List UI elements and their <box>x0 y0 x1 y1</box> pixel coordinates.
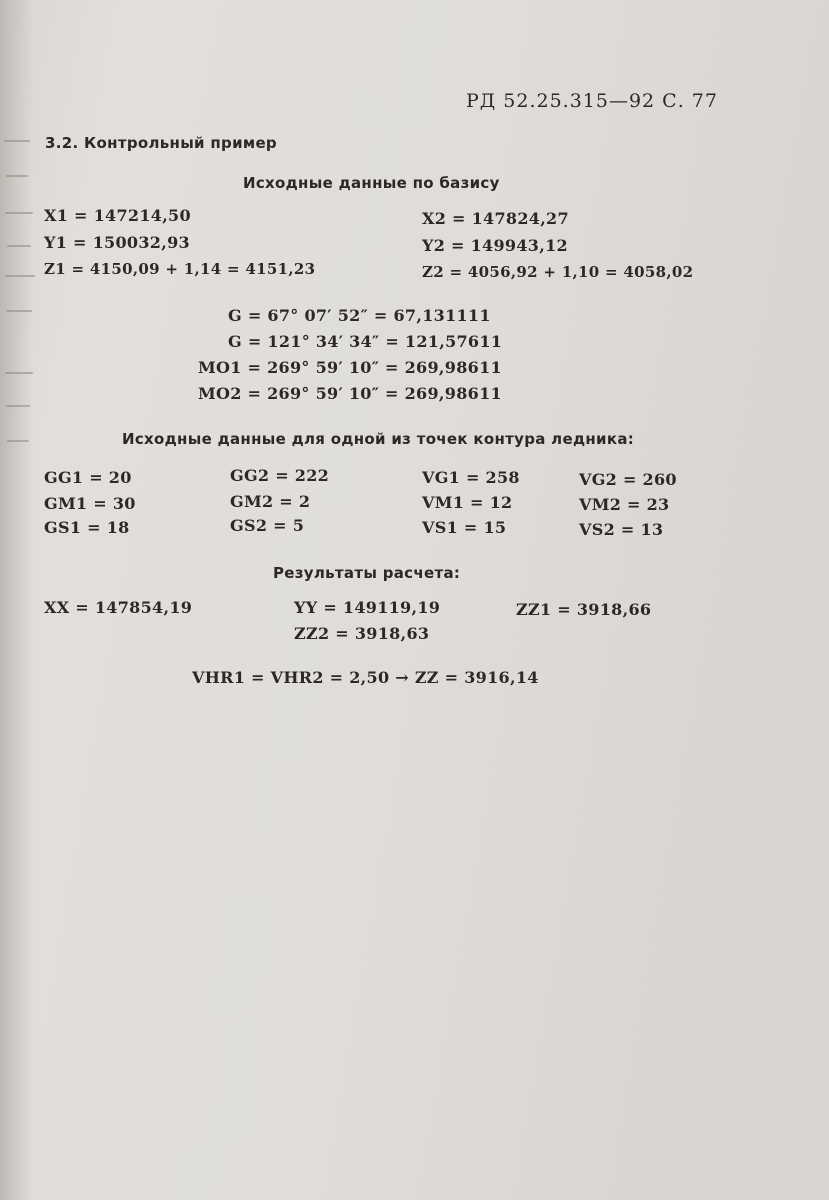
basis-x2: X2 = 147824,27 <box>422 209 569 228</box>
glacier-vm2: VM2 = 23 <box>579 495 670 514</box>
result-zz2: ZZ2 = 3918,63 <box>294 624 430 643</box>
glacier-vg2: VG2 = 260 <box>579 470 677 489</box>
binding-mark <box>5 372 33 374</box>
glacier-vm1: VM1 = 12 <box>422 493 513 512</box>
basis-z2: Z2 = 4056,92 + 1,10 = 4058,02 <box>422 263 694 281</box>
basis-z1: Z1 = 4150,09 + 1,14 = 4151,23 <box>44 260 316 278</box>
result-xx: XX = 147854,19 <box>44 598 193 617</box>
angle-mo2: MO2 = 269° 59′ 10″ = 269,98611 <box>198 384 502 403</box>
angle-g2: G = 121° 34′ 34″ = 121,57611 <box>228 332 503 351</box>
result-final: VHR1 = VHR2 = 2,50 → ZZ = 3916,14 <box>192 668 539 687</box>
binding-mark <box>7 440 29 442</box>
document-code: РД 52.25.315—92 С. 77 <box>466 90 718 112</box>
glacier-vs2: VS2 = 13 <box>579 520 664 539</box>
binding-mark <box>5 212 33 214</box>
binding-mark <box>6 405 30 407</box>
binding-mark <box>4 140 30 142</box>
results-heading: Результаты расчета: <box>273 564 461 582</box>
angle-mo1: MO1 = 269° 59′ 10″ = 269,98611 <box>198 358 502 377</box>
glacier-vs1: VS1 = 15 <box>422 518 507 537</box>
basis-heading: Исходные данные по базису <box>243 174 500 192</box>
binding-mark <box>6 310 32 312</box>
glacier-vg1: VG1 = 258 <box>422 468 520 487</box>
angle-g1: G = 67° 07′ 52″ = 67,131111 <box>228 306 491 325</box>
binding-mark <box>7 245 31 247</box>
glacier-gm2: GM2 = 2 <box>230 492 311 511</box>
glacier-heading: Исходные данные для одной из точек контура ледника: <box>122 430 635 448</box>
binding-mark <box>6 175 28 177</box>
section-title: 3.2. Контрольный пример <box>45 134 277 152</box>
basis-x1: X1 = 147214,50 <box>44 206 191 225</box>
glacier-gs2: GS2 = 5 <box>230 516 305 535</box>
result-yy: YY = 149119,19 <box>294 598 441 617</box>
result-zz1: ZZ1 = 3918,66 <box>516 600 652 619</box>
glacier-gg2: GG2 = 222 <box>230 466 330 485</box>
basis-y1: Y1 = 150032,93 <box>44 233 190 252</box>
binding-mark <box>5 275 35 277</box>
binding-edge <box>0 0 34 1200</box>
glacier-gs1: GS1 = 18 <box>44 518 130 537</box>
basis-y2: Y2 = 149943,12 <box>422 236 568 255</box>
glacier-gg1: GG1 = 20 <box>44 468 132 487</box>
glacier-gm1: GM1 = 30 <box>44 494 136 513</box>
